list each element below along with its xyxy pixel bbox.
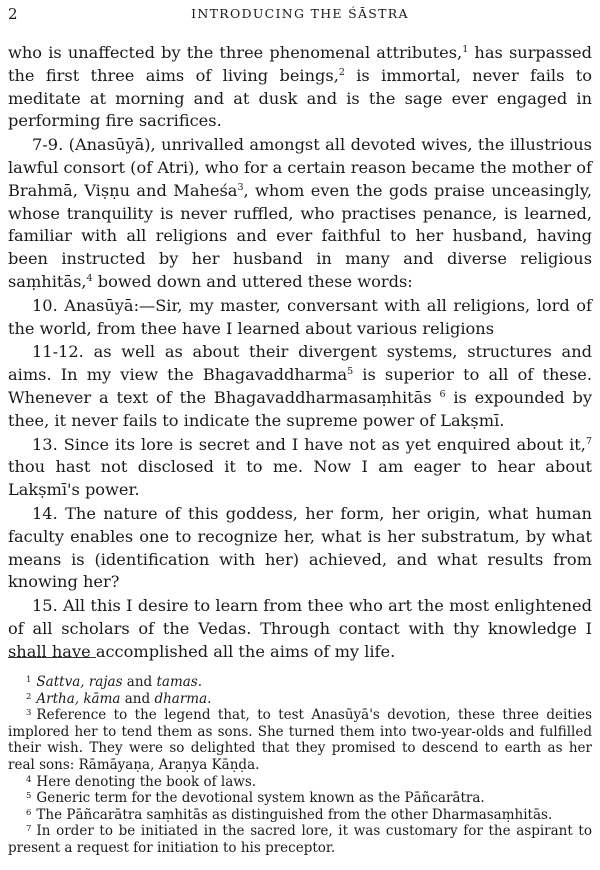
footnote xyxy=(8,823,592,856)
footnote-marker: 6 xyxy=(26,807,32,818)
footnote xyxy=(8,774,592,791)
verse-paragraph xyxy=(8,595,592,663)
footnote-reference[interactable]: 2 xyxy=(338,66,345,78)
text-run: has surpassed the first three aims of living beings, xyxy=(8,43,592,85)
footnote-marker: 1 xyxy=(26,675,32,685)
footnote-reference[interactable]: 7 xyxy=(585,435,592,447)
footnote xyxy=(8,790,592,807)
verse-paragraph xyxy=(8,341,592,432)
page-header xyxy=(8,5,592,25)
verse-paragraph xyxy=(8,295,592,341)
text-run: and xyxy=(120,690,155,707)
footnote-marker: 5 xyxy=(26,791,32,802)
text-run: and xyxy=(122,674,157,690)
text-run: 10. Anasūyā:—Sir, my master, conversant with all religions, lord of the world, from thee have I learned about various religions xyxy=(8,295,592,338)
text-run: is immortal, never fails to meditate at morning and at dusk and is the sage ever engaged in performing fire sacrifices. xyxy=(8,65,592,131)
verse-paragraph xyxy=(8,134,592,294)
footnotes xyxy=(8,674,592,857)
footnote-reference[interactable]: 3 xyxy=(237,181,244,193)
page-number: 2 xyxy=(8,5,18,23)
footnote-marker: 3 xyxy=(26,708,32,719)
footnote xyxy=(8,807,592,824)
text-run: tamas xyxy=(156,674,198,690)
footnote-divider xyxy=(8,657,96,658)
footnote xyxy=(8,674,592,691)
footnote-reference[interactable]: 6 xyxy=(439,388,446,400)
text-run: , whom even the gods praise unceasingly, whose tranquility is never ruffled, who practises penance, is learned, familiar with all religions and ever faithful to her husband, having been instructed by her husband in many and diverse religious saṃhitās, xyxy=(8,180,592,291)
text-run: is expounded by thee, it never fails to indicate the supreme power of Lakṣmī. xyxy=(8,387,592,430)
text-run: thou hast not disclosed it to me. Now I am eager to hear about Lakṣmī's power. xyxy=(8,457,592,500)
verse-paragraph xyxy=(8,42,592,133)
verse-paragraph xyxy=(8,503,592,594)
text-run: 7-9. (Anasūyā), unrivalled amongst all devoted wives, the illustrious lawful consort (of Atri), who for a certain reason became the mother of Brahmā, Viṣṇu and Maheśa xyxy=(8,135,592,200)
text-run: bowed down and uttered these words: xyxy=(92,271,413,291)
text-run: 11-12. as well as about their divergent systems, structures and aims. In my view the Bhagavaddharma xyxy=(8,342,592,385)
footnote xyxy=(8,707,592,773)
text-run: . xyxy=(197,674,203,690)
text-run: Reference to the legend that, to test Anasūyā's devotion, these three deities implored her to tend them as sons. She turned them into two-year-olds and fulfilled their wish. They were so delighted that they promised to descend to earth as her real sons: Rāmāyaṇa, Araṇya Kāṇḍa. xyxy=(8,707,592,773)
text-run: Artha, kāma xyxy=(36,690,121,707)
footnote xyxy=(8,691,592,708)
text-run: dharma xyxy=(154,690,208,707)
text-run: Sattva, rajas xyxy=(36,674,123,690)
text-run: 15. All this I desire to learn from thee who art the most enlightened of all scholars of the Vedas. Through contact with thy knowledge I shall have accomplished all the aims of my life. xyxy=(8,596,592,661)
footnote-marker: 7 xyxy=(26,824,32,835)
text-run: . xyxy=(207,690,212,707)
text-run: In order to be initiated in the sacred lore, it was customary for the aspirant to present a request for initiation to his preceptor. xyxy=(8,823,592,856)
main-text xyxy=(8,42,592,664)
text-run: Generic term for the devotional system known as the Pāñcarātra. xyxy=(36,790,485,807)
footnote-reference[interactable]: 5 xyxy=(347,366,354,378)
running-title: INTRODUCING THE ŚĀSTRA xyxy=(191,6,409,21)
footnote-marker: 4 xyxy=(26,774,32,785)
text-run: who is unaffected by the three phenomenal attributes, xyxy=(8,43,463,62)
footnote-marker: 2 xyxy=(26,691,32,702)
footnote-reference[interactable]: 4 xyxy=(86,272,93,284)
text-run: is superior to all of these. Whenever a text of the Bhagavaddharmasaṃhitās xyxy=(8,365,593,407)
footnote-reference[interactable]: 1 xyxy=(462,44,469,55)
text-run: The Pāñcarātra saṃhitās as distinguished from the other Dharmasaṃhitās. xyxy=(36,806,553,823)
text-run: Here denoting the book of laws. xyxy=(36,773,257,790)
text-run: 13. Since its lore is secret and I have not as yet enquired about it, xyxy=(32,434,586,454)
text-run: 14. The nature of this goddess, her form, her origin, what human faculty enables one to recognize her, what is her substratum, by what means is (identification with her) achieved, and what results from knowing her? xyxy=(8,503,592,592)
verse-paragraph xyxy=(8,434,592,502)
